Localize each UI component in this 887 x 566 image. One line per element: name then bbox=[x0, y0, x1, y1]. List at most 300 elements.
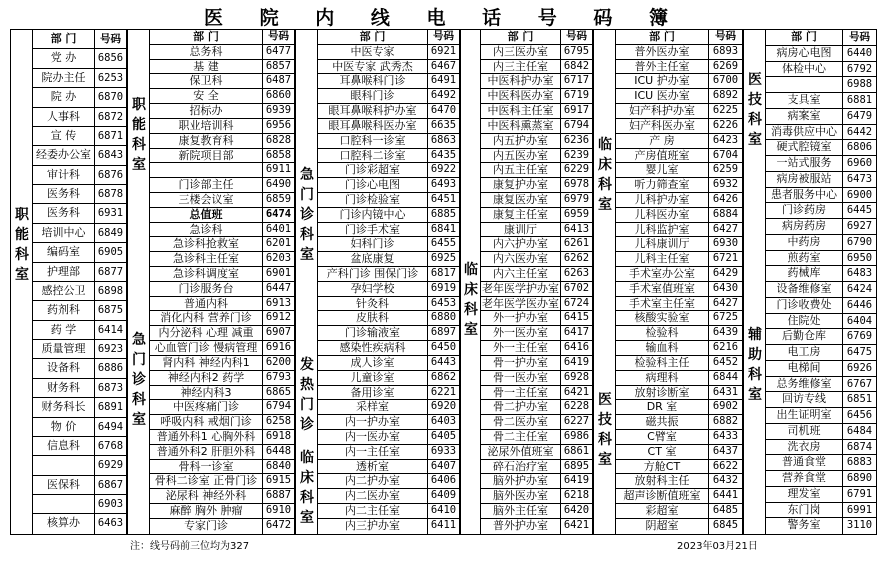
department-name: 骨科二诊室 正骨门诊 bbox=[150, 474, 263, 488]
table-row bbox=[616, 474, 742, 489]
department-name: 内一护办室 bbox=[318, 415, 428, 429]
label-char: 床 bbox=[598, 157, 612, 173]
department-name: 阴超室 bbox=[616, 519, 709, 534]
phone-extension: 6929 bbox=[97, 459, 124, 472]
department-name: 骨二医办室 bbox=[481, 415, 561, 429]
department-name: 医务科 bbox=[33, 185, 95, 203]
table-row bbox=[318, 119, 459, 134]
table-row bbox=[766, 235, 876, 251]
phone-extension: 6910 bbox=[265, 504, 292, 516]
table-row bbox=[481, 163, 592, 178]
table-row bbox=[766, 203, 876, 219]
table-row bbox=[33, 340, 126, 359]
table-row bbox=[33, 243, 126, 262]
phone-extension: 6262 bbox=[563, 252, 590, 265]
department-name: 药剂科 bbox=[33, 301, 95, 319]
table-row bbox=[481, 386, 592, 401]
phone-extension: 6704 bbox=[712, 148, 739, 161]
table-row bbox=[33, 127, 126, 146]
table-row bbox=[766, 361, 876, 377]
label-char: 科 bbox=[300, 227, 314, 243]
table-row bbox=[150, 45, 294, 60]
phone-extension: 6445 bbox=[846, 204, 873, 217]
department-name: 产科门诊 围保门诊 bbox=[318, 267, 428, 281]
phone-extension: 6414 bbox=[97, 323, 124, 336]
department-name: 老年医学医办室 bbox=[482, 296, 559, 310]
department-name: 泌尿外值班室 bbox=[481, 445, 561, 459]
department-name: 内五护办室 bbox=[481, 134, 561, 148]
table-row bbox=[616, 89, 742, 104]
table-row bbox=[481, 223, 592, 238]
phone-extension: 6472 bbox=[265, 518, 292, 531]
department-name: 核酸实验室 bbox=[616, 311, 709, 325]
table-row bbox=[318, 356, 459, 371]
department-name: 内一医办室 bbox=[318, 430, 428, 444]
table-row bbox=[33, 146, 126, 165]
table-row bbox=[150, 60, 294, 75]
department-name: 电工房 bbox=[766, 345, 843, 360]
department-name: 耳鼻喉科门诊 bbox=[318, 74, 428, 88]
department-name: 骨科一诊室 bbox=[150, 460, 263, 474]
phone-extension: 6430 bbox=[712, 281, 739, 294]
department-name: 人事科 bbox=[33, 108, 95, 126]
phone-extension: 6431 bbox=[712, 385, 739, 398]
department-name: 骨一护办室 bbox=[481, 356, 561, 370]
department-name: 眼耳鼻喉科护办室 bbox=[318, 104, 428, 118]
table-row bbox=[481, 45, 592, 60]
department-name: 洗衣房 bbox=[766, 440, 843, 455]
department-name: 经委办公室 bbox=[33, 146, 95, 164]
phone-extension: 6917 bbox=[563, 104, 590, 117]
department-name: 司机班 bbox=[766, 424, 843, 439]
phone-extension: 6229 bbox=[563, 163, 590, 176]
phone-extension: 3110 bbox=[846, 519, 873, 532]
department-name: 门诊收费处 bbox=[766, 298, 843, 313]
department-name: 脑外医办室 bbox=[481, 489, 561, 503]
department-name: 康训厅 bbox=[481, 223, 561, 237]
department-name bbox=[33, 495, 95, 513]
phone-extension: 6795 bbox=[563, 44, 590, 57]
table-row bbox=[150, 149, 294, 164]
phone-extension: 6442 bbox=[846, 125, 873, 138]
header-dept: 部 门 bbox=[150, 30, 263, 44]
table-row bbox=[481, 104, 592, 119]
label-char: 临 bbox=[300, 450, 314, 466]
label-char: 科 bbox=[748, 112, 762, 128]
table-row bbox=[766, 408, 876, 424]
table-row bbox=[766, 125, 876, 141]
department-name: 内三主任室 bbox=[481, 60, 561, 74]
table-row bbox=[318, 326, 459, 341]
table-row bbox=[766, 329, 876, 345]
phone-extension: 6858 bbox=[265, 148, 292, 161]
phone-extension: 6424 bbox=[846, 283, 873, 295]
table-row bbox=[616, 311, 742, 326]
category-label-fever bbox=[296, 350, 318, 440]
department-name: 审计科 bbox=[33, 166, 95, 184]
department-name: 儿科医办室 bbox=[616, 208, 709, 222]
table-row bbox=[150, 297, 294, 312]
department-name: CT 室 bbox=[616, 445, 709, 459]
department-name: 后勤仓库 bbox=[766, 329, 843, 344]
table-row bbox=[318, 60, 459, 75]
phone-extension: 6475 bbox=[846, 346, 873, 358]
department-name: 安 全 bbox=[150, 89, 263, 103]
phone-extension: 6842 bbox=[563, 59, 590, 72]
department-name: 外一主任室 bbox=[481, 341, 561, 355]
table-row bbox=[318, 45, 459, 60]
table-row bbox=[481, 415, 592, 430]
department-name: 党 办 bbox=[33, 49, 95, 67]
table-row bbox=[766, 251, 876, 267]
department-name: 内二主任室 bbox=[318, 504, 428, 518]
phone-extension: 6470 bbox=[430, 104, 457, 117]
phone-extension: 6491 bbox=[430, 74, 457, 87]
phone-extension: 6790 bbox=[846, 235, 873, 248]
table-row bbox=[33, 456, 126, 475]
table-row bbox=[481, 267, 592, 282]
table-row bbox=[766, 188, 876, 204]
phone-extension: 6420 bbox=[563, 504, 590, 516]
phone-extension: 6435 bbox=[430, 148, 457, 161]
department-name: 营养食堂 bbox=[766, 471, 843, 486]
table-row bbox=[318, 193, 459, 208]
department-name: C臂室 bbox=[616, 430, 709, 444]
header-dept: 部 门 bbox=[481, 30, 561, 44]
table-row bbox=[481, 193, 592, 208]
department-name: 物 价 bbox=[33, 418, 95, 436]
phone-extension: 6401 bbox=[265, 222, 292, 235]
table-row bbox=[616, 149, 742, 164]
table-row bbox=[616, 74, 742, 89]
table-row bbox=[766, 140, 876, 156]
table-row bbox=[150, 134, 294, 149]
department-name: 普外护办室 bbox=[481, 519, 561, 534]
phone-extension: 6875 bbox=[97, 304, 124, 317]
phone-extension: 6881 bbox=[846, 94, 873, 106]
department-name: 总值班 bbox=[150, 208, 263, 222]
phone-extension: 6926 bbox=[846, 361, 873, 374]
department-name: DR 室 bbox=[616, 400, 709, 414]
department-name: 麻醉 胸外 肿瘤 bbox=[150, 504, 263, 518]
phone-extension: 6932 bbox=[712, 178, 739, 191]
table-row bbox=[766, 77, 876, 93]
table-row bbox=[318, 297, 459, 312]
phone-extension: 6933 bbox=[430, 444, 457, 457]
phone-extension: 6845 bbox=[712, 518, 739, 531]
phone-extension: 6263 bbox=[563, 267, 590, 279]
table-col-5 bbox=[616, 30, 742, 534]
category-label-medtech-2 bbox=[744, 50, 766, 170]
header-number: 号码 bbox=[433, 30, 454, 42]
table-row bbox=[766, 282, 876, 298]
phone-extension: 6859 bbox=[265, 192, 292, 205]
department-name: 手术室值班室 bbox=[616, 282, 709, 296]
column-6 bbox=[743, 29, 877, 535]
phone-extension: 6236 bbox=[563, 133, 590, 146]
table-row bbox=[481, 252, 592, 267]
phone-extension: 6898 bbox=[97, 284, 124, 297]
table-row bbox=[318, 237, 459, 252]
table-row bbox=[766, 62, 876, 78]
footnote: 注：线号码前三位均为327 bbox=[130, 541, 250, 552]
department-name: 门诊检验室 bbox=[318, 193, 428, 207]
phone-extension: 6227 bbox=[563, 415, 590, 428]
table-row bbox=[150, 400, 294, 415]
table-row bbox=[150, 119, 294, 134]
phone-extension: 6455 bbox=[430, 237, 457, 250]
header-number: 号码 bbox=[849, 31, 870, 43]
page-title: 医 院 内 线 电 话 号 码 簿 bbox=[204, 7, 683, 29]
department-name: 儿科主任室 bbox=[616, 252, 709, 266]
label-char: 临 bbox=[598, 137, 612, 153]
table-row bbox=[481, 474, 592, 489]
phone-extension: 6791 bbox=[846, 487, 873, 500]
department-name: 门诊手术室 bbox=[318, 223, 428, 237]
phone-extension: 6419 bbox=[563, 474, 590, 487]
department-name: 普通内科 bbox=[150, 297, 263, 311]
department-name: 中医疼痛门诊 bbox=[150, 400, 263, 414]
department-name: 感染性疾病科 bbox=[318, 341, 428, 355]
table-row bbox=[616, 341, 742, 356]
phone-extension: 6433 bbox=[712, 429, 739, 442]
department-name: 病案室 bbox=[766, 109, 843, 124]
phone-extension: 6768 bbox=[97, 439, 124, 452]
table-row bbox=[150, 223, 294, 238]
table-row bbox=[616, 460, 742, 475]
table-row bbox=[318, 371, 459, 386]
phone-extension: 6857 bbox=[265, 59, 292, 72]
phone-extension: 6473 bbox=[846, 172, 873, 185]
department-name: 急诊科抢救室 bbox=[150, 237, 263, 251]
label-char: 助 bbox=[748, 347, 762, 363]
table-row bbox=[33, 359, 126, 378]
phone-extension: 6900 bbox=[846, 188, 873, 201]
phone-extension: 6931 bbox=[97, 207, 124, 220]
phone-extension: 6895 bbox=[563, 459, 590, 472]
department-name: 内五主任室 bbox=[481, 163, 561, 177]
phone-extension: 6861 bbox=[563, 444, 590, 457]
department-name: 康复护办室 bbox=[481, 178, 561, 192]
department-name: 中医科护办室 bbox=[481, 74, 561, 88]
department-name: ICU 医办室 bbox=[616, 89, 709, 103]
phone-extension: 6463 bbox=[97, 517, 124, 530]
department-name: 心血管门诊 慢病管理 bbox=[150, 341, 263, 355]
department-name: ICU 护办室 bbox=[616, 74, 709, 88]
table-row bbox=[616, 267, 742, 282]
phone-extension: 6448 bbox=[265, 444, 292, 457]
column-2 bbox=[127, 29, 295, 535]
department-name: 消毒供应中心 bbox=[766, 125, 843, 140]
department-name: 孕妇学校 bbox=[318, 282, 428, 296]
phone-extension: 6446 bbox=[846, 298, 873, 311]
table-row bbox=[318, 460, 459, 475]
table-row bbox=[766, 314, 876, 330]
phone-extension: 6890 bbox=[846, 472, 873, 484]
header-dept: 部 门 bbox=[33, 30, 95, 48]
department-name: 住院处 bbox=[766, 314, 843, 329]
department-name: 中医科医办室 bbox=[481, 89, 561, 103]
table-row bbox=[481, 460, 592, 475]
table-row bbox=[481, 297, 592, 312]
table-row bbox=[616, 252, 742, 267]
phone-extension: 6817 bbox=[430, 267, 457, 279]
department-name: 医保科 bbox=[33, 476, 95, 494]
date-stamp: 2023年03月21日 bbox=[677, 541, 758, 552]
phone-extension: 6841 bbox=[430, 222, 457, 235]
table-header bbox=[616, 30, 742, 45]
table-row bbox=[150, 386, 294, 401]
department-name: 警务室 bbox=[766, 518, 843, 534]
phone-extension: 6622 bbox=[712, 459, 739, 472]
department-name: 门诊输液室 bbox=[318, 326, 428, 340]
label-char: 科 bbox=[15, 247, 29, 263]
phone-extension: 6426 bbox=[712, 192, 739, 205]
phone-extension: 6437 bbox=[712, 444, 739, 457]
phone-extension: 6873 bbox=[97, 381, 124, 394]
phone-extension: 6441 bbox=[712, 489, 739, 502]
table-row bbox=[33, 418, 126, 437]
label-char: 热 bbox=[300, 377, 314, 393]
department-name: 内三护办室 bbox=[318, 519, 428, 534]
table-row bbox=[766, 424, 876, 440]
department-name: 听力筛查室 bbox=[616, 178, 709, 192]
department-name: 骨一主任室 bbox=[481, 386, 561, 400]
phone-extension: 6769 bbox=[846, 330, 873, 343]
table-row bbox=[766, 266, 876, 282]
column-5 bbox=[593, 29, 743, 535]
column-1 bbox=[10, 29, 127, 535]
department-name: 妇产科护办室 bbox=[616, 104, 709, 118]
phone-extension: 6978 bbox=[563, 178, 590, 191]
table-row bbox=[616, 119, 742, 134]
phone-extension: 6253 bbox=[97, 71, 124, 84]
department-name: 培训中心 bbox=[33, 224, 95, 242]
phone-extension: 6484 bbox=[846, 424, 873, 437]
table-row bbox=[766, 518, 876, 534]
table-row bbox=[616, 430, 742, 445]
department-name: 三楼会议室 bbox=[150, 193, 263, 207]
phone-extension: 6856 bbox=[97, 52, 124, 65]
table-row bbox=[318, 208, 459, 223]
department-name: 儿童诊室 bbox=[318, 371, 428, 385]
phone-extension: 6487 bbox=[265, 74, 292, 87]
department-name: 财务科长 bbox=[33, 398, 95, 416]
category-label-auxiliary bbox=[744, 300, 766, 430]
table-row bbox=[318, 282, 459, 297]
department-name: 普通食堂 bbox=[766, 455, 843, 470]
header-dept: 部 门 bbox=[616, 30, 709, 44]
header-number: 号码 bbox=[268, 30, 289, 42]
table-row bbox=[150, 89, 294, 104]
label-char: 科 bbox=[748, 367, 762, 383]
department-name: 透析室 bbox=[318, 460, 428, 474]
phone-extension: 6905 bbox=[97, 246, 124, 259]
category-label-functional bbox=[11, 170, 33, 320]
phone-extension: 6959 bbox=[563, 207, 590, 220]
phone-extension: 6882 bbox=[712, 415, 739, 428]
table-row bbox=[616, 223, 742, 238]
department-name: 专家门诊 bbox=[150, 519, 263, 534]
phone-extension: 6923 bbox=[97, 343, 124, 355]
label-char: 急 bbox=[300, 167, 314, 183]
table-col-4 bbox=[481, 30, 592, 534]
label-char: 职 bbox=[15, 207, 29, 223]
table-col-2 bbox=[150, 30, 294, 534]
department-name: 医务科 bbox=[33, 204, 95, 222]
phone-extension: 6874 bbox=[846, 440, 873, 453]
phone-extension: 6258 bbox=[265, 415, 292, 428]
table-row bbox=[150, 489, 294, 504]
label-char: 诊 bbox=[300, 207, 314, 223]
table-row bbox=[318, 149, 459, 164]
department-name bbox=[150, 163, 263, 177]
department-name: 呼吸内科 戒烟门诊 bbox=[150, 415, 263, 429]
phone-extension: 6419 bbox=[563, 355, 590, 368]
phone-extension: 6432 bbox=[712, 474, 739, 487]
phone-extension: 6979 bbox=[563, 192, 590, 205]
category-label-functional-2 bbox=[128, 80, 150, 190]
phone-extension: 6880 bbox=[430, 311, 457, 324]
table-row bbox=[150, 430, 294, 445]
department-name: 神经内科2 药学 bbox=[150, 371, 263, 385]
phone-extension: 6950 bbox=[846, 251, 873, 264]
phone-extension: 6792 bbox=[846, 62, 873, 75]
table-row bbox=[616, 445, 742, 460]
table-row bbox=[481, 400, 592, 415]
label-char: 技 bbox=[598, 412, 612, 428]
department-name: 碎石治疗室 bbox=[481, 460, 561, 474]
label-char: 医 bbox=[598, 392, 612, 408]
department-name: 骨二主任室 bbox=[481, 430, 561, 444]
table-row bbox=[766, 46, 876, 62]
phone-extension: 6423 bbox=[712, 133, 739, 146]
phone-extension: 6717 bbox=[563, 74, 590, 87]
table-row bbox=[318, 134, 459, 149]
department-name: 口腔科一诊室 bbox=[318, 134, 428, 148]
phone-extension: 6453 bbox=[430, 296, 457, 309]
department-name: 门诊内镜中心 bbox=[318, 208, 428, 222]
table-row bbox=[481, 311, 592, 326]
department-name: 门诊服务台 bbox=[150, 282, 263, 296]
phone-extension: 6916 bbox=[265, 341, 292, 354]
table-row bbox=[150, 356, 294, 371]
phone-extension: 6794 bbox=[265, 400, 292, 413]
label-char: 临 bbox=[464, 262, 478, 278]
label-char: 室 bbox=[598, 452, 612, 468]
phone-extension: 6843 bbox=[97, 149, 124, 162]
department-name: 信息科 bbox=[33, 437, 95, 455]
department-name: 门诊彩超室 bbox=[318, 163, 428, 177]
table-row bbox=[481, 371, 592, 386]
table-row bbox=[33, 263, 126, 282]
department-name: 检验科 bbox=[616, 326, 709, 340]
phone-extension: 6919 bbox=[430, 281, 457, 294]
table-row bbox=[33, 88, 126, 107]
department-name: 门诊部主任 bbox=[150, 178, 263, 192]
phone-extension: 6228 bbox=[563, 400, 590, 413]
table-row bbox=[33, 514, 126, 533]
department-name: 妇产科医办室 bbox=[616, 119, 709, 133]
phone-extension: 6907 bbox=[265, 326, 292, 339]
phone-extension: 6927 bbox=[846, 220, 873, 232]
table-row bbox=[33, 495, 126, 514]
table-row bbox=[481, 74, 592, 89]
phone-extension: 6493 bbox=[430, 178, 457, 191]
phone-extension: 6407 bbox=[430, 459, 457, 472]
table-row bbox=[150, 474, 294, 489]
label-char: 室 bbox=[748, 387, 762, 403]
